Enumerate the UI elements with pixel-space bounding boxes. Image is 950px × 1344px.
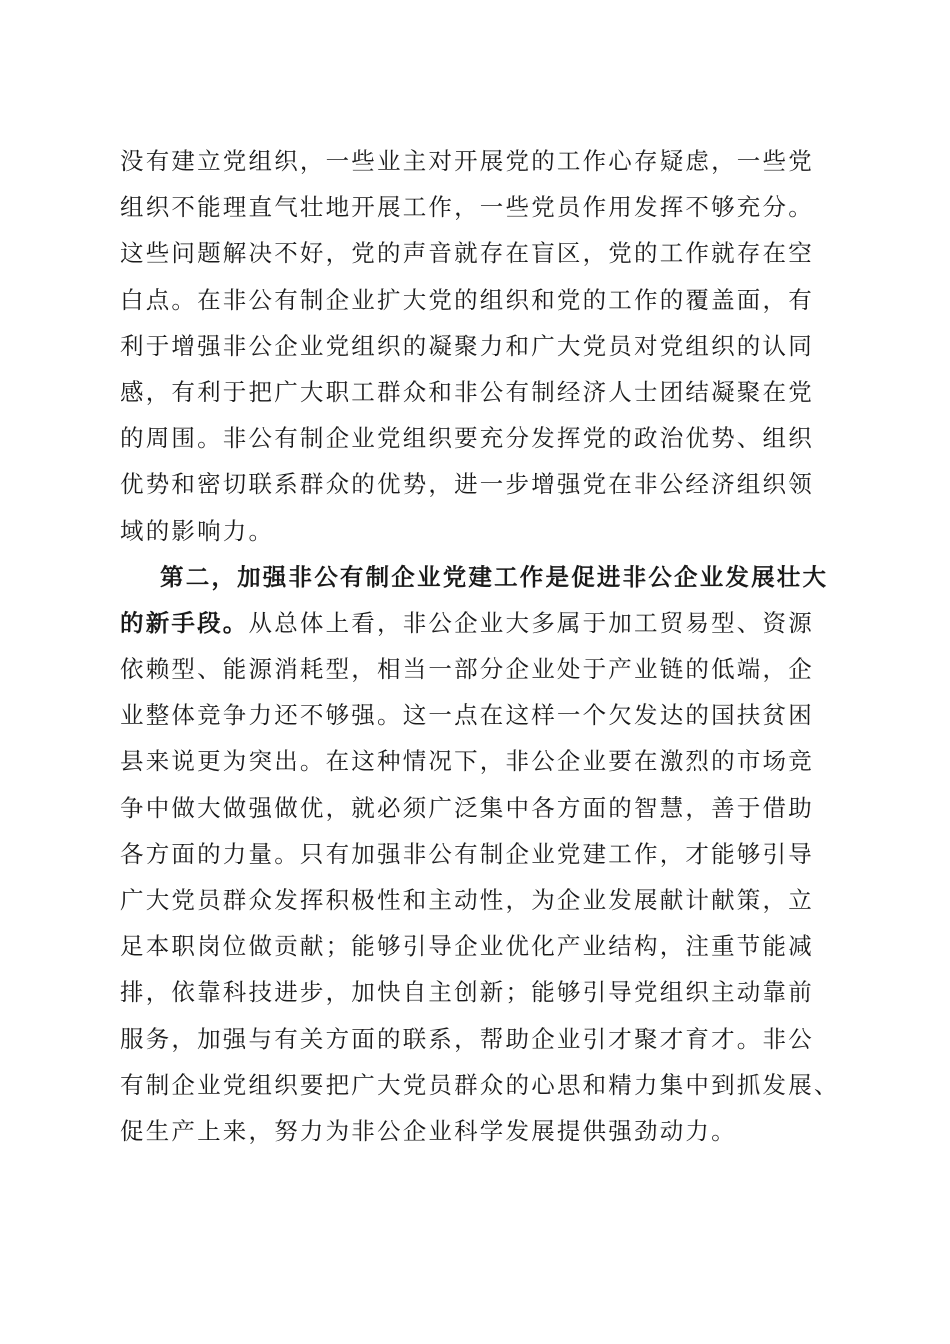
text-line: 域的影响力。 xyxy=(120,516,275,545)
text-line: 足本职岗位做贡献；能够引导企业优化产业结构，注重节能减 xyxy=(120,932,814,961)
text-line: 广大党员群众发挥积极性和主动性，为企业发展献计献策，立 xyxy=(120,886,814,914)
paragraph-1 xyxy=(120,138,840,554)
text-line: 优势和密切联系群众的优势，进一步增强党在非公经济组织领 xyxy=(120,470,814,499)
text-line: 县来说更为突出。在这种情况下，非公企业要在激烈的市场竞 xyxy=(120,747,814,776)
text-line: 这些问题解决不好，党的声音就存在盲区，党的工作就存在空 xyxy=(120,239,814,268)
text-line: 白点。在非公有制企业扩大党的组织和党的工作的覆盖面，有 xyxy=(120,285,814,314)
text-line: 排，依靠科技进步，加快自主创新；能够引导党组织主动靠前 xyxy=(120,978,814,1007)
text-line: 依赖型、能源消耗型，相当一部分企业处于产业链的低端，企 xyxy=(120,655,814,684)
text-line: 争中做大做强做优，就必须广泛集中各方面的智慧，善于借助 xyxy=(120,793,814,822)
paragraph-2 xyxy=(120,554,840,1154)
text-line: 促生产上来，努力为非公企业科学发展提供强劲动力。 xyxy=(120,1116,737,1145)
text-line: 感，有利于把广大职工群众和非公有制经济人士团结凝聚在党 xyxy=(120,377,814,406)
text-line: 服务，加强与有关方面的联系，帮助企业引才聚才育才。非公 xyxy=(120,1024,814,1053)
section-heading-end: 的新手段。 xyxy=(120,608,249,637)
text-line-rest: 从总体上看，非公企业大多属于加工贸易型、资源 xyxy=(248,608,814,637)
text-line: 有制企业党组织要把广大党员群众的心思和精力集中到抓发展、 xyxy=(120,1070,840,1099)
text-line: 组织不能理直气壮地开展工作，一些党员作用发挥不够充分。 xyxy=(120,193,814,222)
text-line: 没有建立党组织，一些业主对开展党的工作心存疑虑，一些党 xyxy=(120,147,814,175)
body-text xyxy=(120,138,840,1154)
section-heading-line: 第二，加强非公有制企业党建工作是促进非公企业发展壮大 xyxy=(160,562,829,591)
text-line xyxy=(120,600,840,646)
text-line: 利于增强非公企业党组织的凝聚力和广大党员对党组织的认同 xyxy=(120,331,814,360)
text-line: 业整体竞争力还不够强。这一点在这样一个欠发达的国扶贫困 xyxy=(120,701,814,730)
text-line: 的周围。非公有制企业党组织要充分发挥党的政治优势、组织 xyxy=(120,424,814,453)
text-line: 各方面的力量。只有加强非公有制企业党建工作，才能够引导 xyxy=(120,839,814,868)
